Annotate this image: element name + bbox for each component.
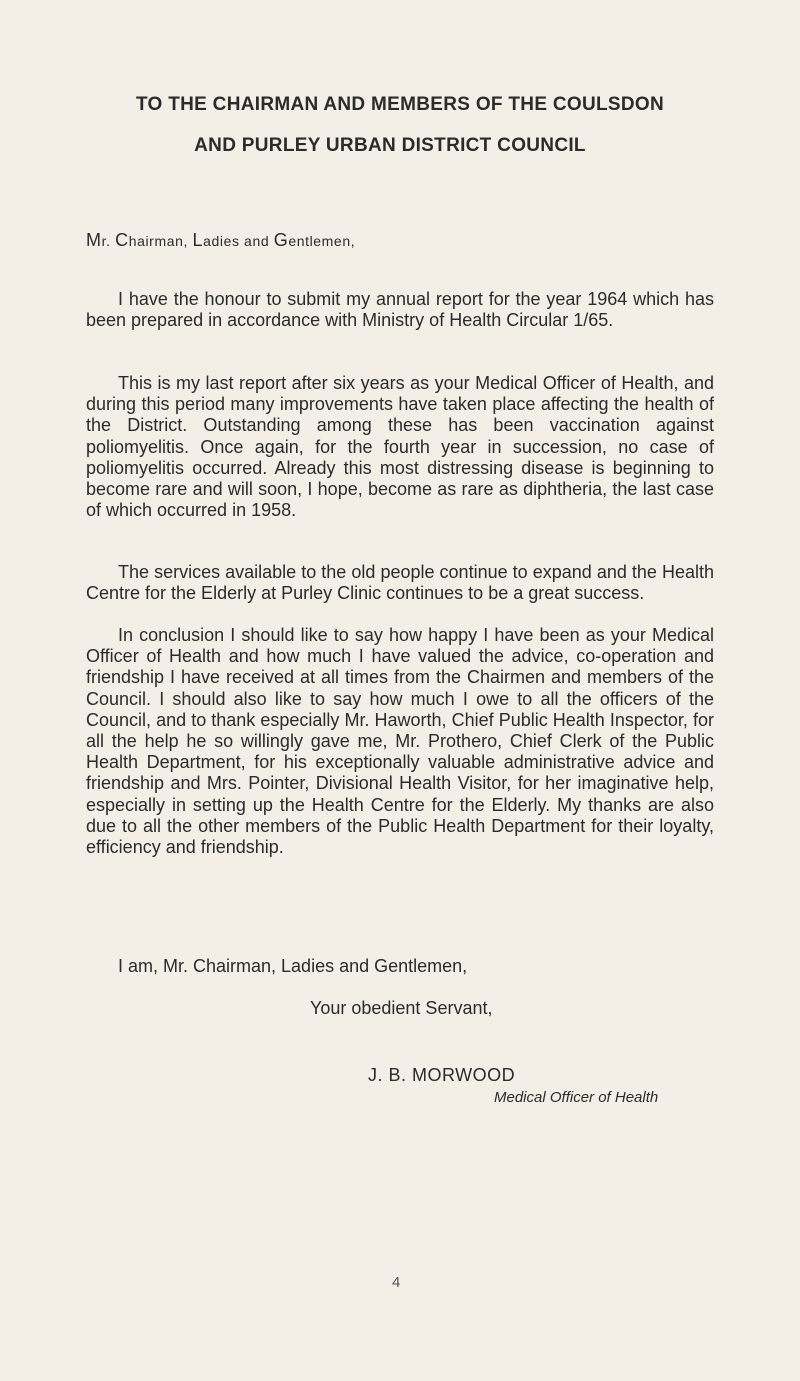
- salutation: [86, 230, 355, 251]
- salutation-hairman: hairman,: [128, 233, 193, 249]
- page-number: 4: [392, 1274, 401, 1291]
- salutation-cap-m: M: [86, 230, 102, 250]
- salutation-adies: adies and: [203, 233, 274, 249]
- page-title-line-2: AND PURLEY URBAN DISTRICT COUNCIL: [194, 135, 586, 156]
- closing-line: I am, Mr. Chairman, Ladies and Gentlemen,: [118, 956, 468, 976]
- signature-name: J. B. MORWOOD: [368, 1065, 516, 1085]
- salutation-entlemen: entlemen,: [288, 233, 356, 249]
- paragraph-conclusion: In conclusion I should like to say how happy I have been as your Medical Officer of Health and how much I have valued the advice, co-operation and friendship I have received at all times from the Chairmen and members of the Council. I should also like to say how much I owe to all the officers of the Council, and to thank especially Mr. Haworth, Chief Public Health Inspector, for all the help he so willingly gave me, Mr. Prothero, Chief Clerk of the Public Health Department, for his exceptionally valuable administrative advice and friendship and Mrs. Pointer, Divisional Health Visitor, for her imaginative help, especially in setting up the Health Centre for the Elderly. My thanks are also due to all the other members of the Public Health Department for their loyalty, efficiency and friendship.: [86, 625, 714, 858]
- salutation-cap-g: G: [273, 230, 289, 250]
- paragraph-old-people-services: The services available to the old people continue to expand and the Health Centre for the Elderly at Purley Clinic continues to be a great success.: [86, 562, 714, 604]
- page-title-line-1: TO THE CHAIRMAN AND MEMBERS OF THE COULSDON: [135, 94, 664, 115]
- salutation-cap-l: L: [192, 230, 204, 250]
- salutation-cap-c: C: [115, 230, 129, 250]
- valediction: Your obedient Servant,: [310, 998, 493, 1018]
- signature-title: Medical Officer of Health: [494, 1089, 659, 1106]
- paragraph-last-report: This is my last report after six years as your Medical Officer of Health, and during this period many improvements have taken place affecting the health of the District. Outstanding among these has been vaccination against poliomyelitis. Once again, for the fourth year in succession, no case of poliomyelitis occurred. Already this most distressing disease is beginning to become rare and will soon, I hope, become as rare as diphtheria, the last case of which occurred in 1958.: [86, 373, 714, 521]
- salutation-r: r.: [101, 233, 116, 249]
- paragraph-report-intro: I have the honour to submit my annual report for the year 1964 which has been prepared in accordance with Ministry of Health Circular 1/65.: [86, 289, 714, 331]
